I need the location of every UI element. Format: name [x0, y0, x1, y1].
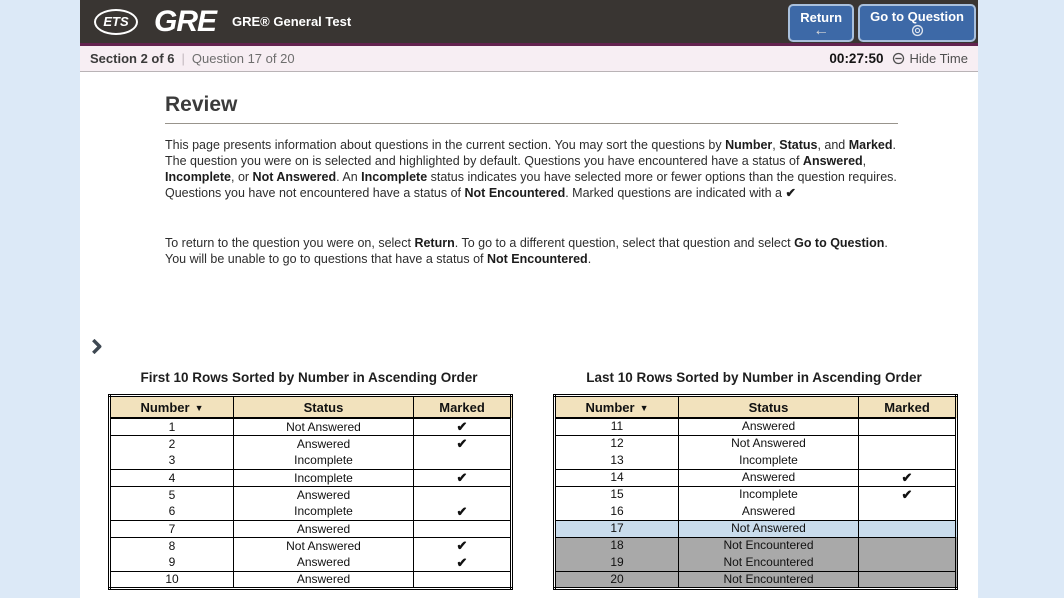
check-icon: ✔ — [456, 554, 468, 570]
number-cell: 13 — [555, 452, 679, 469]
column-header-status[interactable]: Status — [679, 396, 859, 419]
question-label: Question 17 of 20 — [191, 51, 295, 66]
marked-cell — [859, 469, 957, 486]
status-cell: Answered — [234, 436, 414, 453]
column-header-number-label: Number — [585, 400, 635, 415]
status-cell: Answered — [679, 503, 859, 520]
marked-cell — [859, 554, 957, 571]
product-title: GRE® General Test — [232, 14, 352, 29]
table-row[interactable] — [110, 418, 512, 436]
sort-descending-icon: ▼ — [639, 403, 649, 413]
chevron-right-icon — [91, 339, 102, 354]
table-row[interactable] — [555, 503, 957, 520]
marked-cell — [859, 537, 957, 554]
app-header — [80, 0, 978, 46]
column-header-marked[interactable]: Marked — [859, 396, 957, 419]
number-cell: 16 — [555, 503, 679, 520]
marked-cell — [414, 487, 512, 504]
instructions-paragraph-2: To return to the question you were on, select Return. To go to a different question, select that question and select Go to Question. You will be unable to go to questions that have a status of Not Encountered. — [165, 236, 888, 266]
number-cell: 19 — [555, 554, 679, 571]
check-icon: ✔ — [456, 503, 468, 519]
check-icon: ✔ — [456, 538, 468, 554]
marked-cell — [414, 418, 512, 436]
table-header-row — [110, 396, 512, 419]
table-row[interactable] — [555, 418, 957, 435]
number-cell: 9 — [110, 555, 234, 572]
number-cell: 11 — [555, 418, 679, 435]
status-cell: Not Answered — [234, 538, 414, 555]
left-arrow-icon: ← — [813, 21, 830, 39]
hide-time-label: Hide Time — [909, 51, 968, 66]
marked-cell — [859, 571, 957, 588]
instructions-paragraph-1: This page presents information about questions in the current section. You may sort the questions by Number, Status, and Marked. The question you were on is selected and highlighted by default. Questions you have encountered have a status of Answered, Incomplete, or Not Answered. An Incomplete status indicates you have selected more or fewer options than the question requires. Questions you have not encountered have a status of Not Encountered. Marked questions are indicated with a ✔ — [165, 138, 897, 200]
marked-cell — [859, 435, 957, 452]
status-bar-right — [829, 51, 968, 66]
ets-logo-text: ETS — [103, 14, 129, 29]
table-row[interactable] — [110, 538, 512, 555]
review-page — [80, 73, 978, 598]
status-cell: Incomplete — [234, 453, 414, 470]
number-cell: 17 — [555, 520, 679, 537]
status-cell: Incomplete — [679, 486, 859, 503]
table-title-first: First 10 Rows Sorted by Number in Ascending Order — [140, 370, 478, 385]
table-row[interactable] — [110, 436, 512, 453]
last-rows-table-section — [553, 370, 955, 590]
marked-cell — [859, 503, 957, 520]
status-cell: Not Answered — [679, 435, 859, 452]
go-to-question-button-label: Go to Question — [870, 9, 964, 24]
table-row[interactable] — [555, 469, 957, 486]
table-row[interactable] — [555, 435, 957, 452]
return-button-label: Return — [800, 9, 843, 25]
column-header-number[interactable] — [555, 396, 679, 419]
table-row[interactable] — [110, 470, 512, 487]
number-cell: 15 — [555, 486, 679, 503]
table-row[interactable] — [110, 555, 512, 572]
table-row[interactable] — [555, 520, 957, 537]
table-row[interactable] — [110, 453, 512, 470]
marked-cell — [414, 470, 512, 487]
sort-descending-icon: ▼ — [194, 403, 204, 413]
marked-cell — [859, 486, 957, 503]
check-icon: ✔ — [456, 470, 468, 485]
check-icon: ✔ — [901, 469, 913, 485]
marked-cell — [414, 572, 512, 589]
status-bar — [80, 46, 978, 72]
status-cell: Incomplete — [234, 470, 414, 487]
clock-hide-icon — [892, 52, 905, 65]
column-header-number-label: Number — [140, 400, 190, 415]
marked-cell — [859, 418, 957, 435]
table-header-row — [555, 396, 957, 419]
hide-time-button[interactable] — [892, 51, 968, 66]
number-cell: 10 — [110, 572, 234, 589]
table-row — [555, 571, 957, 588]
go-to-question-button[interactable] — [858, 4, 976, 42]
check-icon: ✔ — [456, 436, 468, 452]
status-cell: Not Encountered — [679, 571, 859, 588]
table-row — [555, 537, 957, 554]
number-cell: 2 — [110, 436, 234, 453]
review-table-last — [553, 394, 958, 590]
status-cell: Incomplete — [679, 452, 859, 469]
status-cell: Not Encountered — [679, 537, 859, 554]
status-cell: Answered — [234, 572, 414, 589]
table-row[interactable] — [110, 487, 512, 504]
marked-cell — [414, 555, 512, 572]
table-row — [555, 554, 957, 571]
page-title: Review — [165, 93, 238, 116]
number-cell: 8 — [110, 538, 234, 555]
status-cell: Not Encountered — [679, 554, 859, 571]
table-title-last: Last 10 Rows Sorted by Number in Ascending Order — [586, 370, 922, 385]
number-cell: 7 — [110, 521, 234, 538]
column-header-marked[interactable]: Marked — [414, 396, 512, 419]
table-row[interactable] — [555, 452, 957, 469]
marked-cell — [414, 504, 512, 521]
marked-cell — [414, 538, 512, 555]
number-cell: 14 — [555, 469, 679, 486]
table-row[interactable] — [110, 504, 512, 521]
separator: | — [181, 51, 185, 66]
number-cell: 12 — [555, 435, 679, 452]
check-icon: ✔ — [456, 419, 468, 434]
timer: 00:27:50 — [829, 51, 884, 66]
number-cell: 3 — [110, 453, 234, 470]
marked-cell — [414, 436, 512, 453]
status-cell: Incomplete — [234, 504, 414, 521]
status-cell: Answered — [679, 418, 859, 435]
header-buttons — [788, 4, 978, 42]
column-header-status[interactable]: Status — [234, 396, 414, 419]
table-row[interactable] — [110, 521, 512, 538]
marked-cell — [859, 452, 957, 469]
status-cell: Answered — [679, 469, 859, 486]
status-cell: Answered — [234, 521, 414, 538]
return-button[interactable] — [788, 4, 854, 42]
column-header-number[interactable] — [110, 396, 234, 419]
panel-toggle-button[interactable] — [89, 337, 104, 356]
status-cell: Answered — [234, 487, 414, 504]
gre-brand: GRE — [154, 4, 217, 38]
number-cell: 20 — [555, 571, 679, 588]
content-column — [80, 0, 978, 598]
status-cell: Not Answered — [234, 418, 414, 436]
number-cell: 4 — [110, 470, 234, 487]
check-icon: ✔ — [901, 486, 913, 502]
marked-cell — [414, 453, 512, 470]
table-row[interactable] — [110, 572, 512, 589]
target-circle-icon — [911, 24, 924, 37]
number-cell: 6 — [110, 504, 234, 521]
number-cell: 1 — [110, 418, 234, 436]
status-cell: Not Answered — [679, 520, 859, 537]
section-label: Section 2 of 6 — [90, 51, 175, 66]
ets-logo — [94, 9, 138, 35]
review-table-first — [108, 394, 513, 590]
status-cell: Answered — [234, 555, 414, 572]
first-rows-table-section — [108, 370, 510, 590]
marked-cell — [414, 521, 512, 538]
table-row[interactable] — [555, 486, 957, 503]
number-cell: 18 — [555, 537, 679, 554]
number-cell: 5 — [110, 487, 234, 504]
title-divider — [165, 123, 898, 124]
marked-cell — [859, 520, 957, 537]
